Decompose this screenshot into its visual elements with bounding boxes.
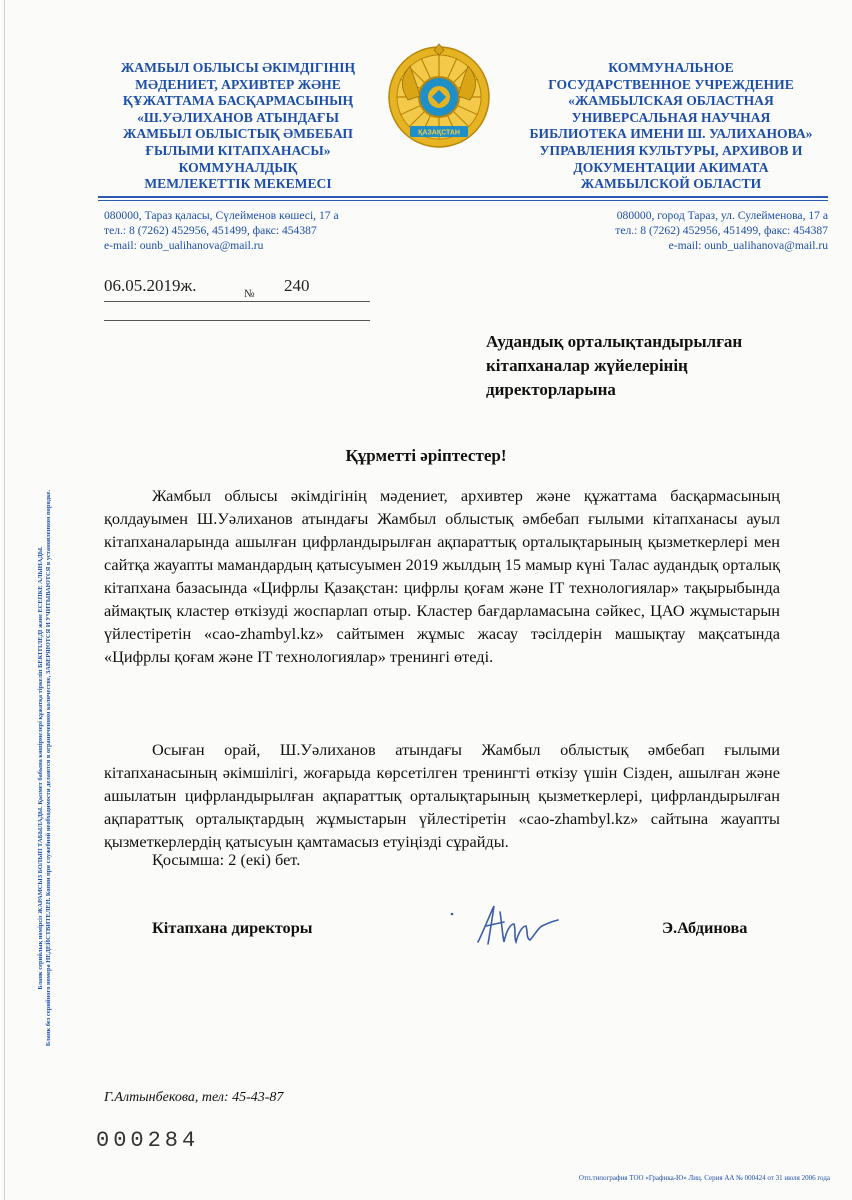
recipient-line: директорларына (486, 380, 616, 399)
header-russian (506, 60, 836, 193)
number-sign: № (244, 288, 255, 300)
body-paragraph-2: Осыған орай, Ш.Уәлиханов атындағы Жамбыл облыстық әмбебап ғылыми кітапханасының әкімшілігі, жоғарыда көрсетілген тренингті өткізу үшін Сізден, ашылған және ашылатын цифрландырылған ақпараттық орталықтарының қызметкерлері, цифрландырылған ақпараттық орталықтардың жұмыстарын үйлестіретін «cao-zhambyl.kz» сайтына жауапты қызметкерлердің қатысуын қамтамасыз етуіңізді сұрайды. (104, 740, 780, 851)
margin-note-line: Бланк серийлық нөмірсіз ЖАРАМСЫЗ БОЛЫП ТАБЫЛАДЫ. Қызмет бабына көшірмелері құжатқа тіркеліп БЕКІТІЛЕДІ және ЕСЕПКЕ АЛЫНАДЫ. (37, 546, 44, 990)
header-ru-line: ГОСУДАРСТВЕННОЕ УЧРЕЖДЕНИЕ (548, 76, 794, 92)
header-kz-line: МЕМЛЕКЕТТІК МЕКЕМЕСІ (144, 176, 332, 192)
header-kz-line: ҒЫЛЫМИ КІТАПХАНАСЫ» (145, 142, 331, 158)
email-ru: e-mail: ounb_ualihanova@mail.ru (668, 239, 828, 252)
header-ru-line: УПРАВЛЕНИЯ КУЛЬТУРЫ, АРХИВОВ И (539, 142, 803, 158)
margin-note-line: Бланк без серийного номера НЕДЕЙСТВИТЕЛЕН. Копии при служебной необходимости делаются в ограниченном количестве, ЗАВЕРЯЮТСЯ И УЧИТЫВАЮТСЯ в установленном порядке. (45, 489, 52, 1047)
header-kz-line: КОММУНАЛДЫҚ (178, 159, 298, 175)
contact-block-kazakh (104, 208, 339, 253)
kazakhstan-state-emblem-icon (386, 42, 492, 152)
phone-kz: тел.: 8 (7262) 452956, 451499, факс: 454387 (104, 224, 317, 237)
recipient-line: кітапханалар жүйелерінің (486, 356, 688, 375)
salutation: Құрметті әріптестер! (345, 446, 507, 465)
margin-note-vertical (37, 368, 53, 1168)
header-ru-line: «ЖАМБЫЛСКАЯ ОБЛАСТНАЯ (568, 93, 774, 109)
email-kz: e-mail: ounb_ualihanova@mail.ru (104, 239, 264, 252)
reference-underline (104, 320, 370, 321)
header-ru-line: ДОКУМЕНТАЦИИ АКИМАТА (573, 159, 769, 175)
body-paragraph-1: Жамбыл облысы әкімдігінің мәдениет, архивтер және құжаттама басқармасының қолдауымен Ш.Уәлиханов атындағы Жамбыл облыстық әмбебап ғылыми кітапханасы ауыл кітапханаларында ашылған цифрландырылған ақпараттық орталықтарының қызметкерлері мен сайтқа жауапты мамандардың қатысуымен 2019 жылдың 15 мамыр күні Талас аудандық орталық кітапхана базасында «Цифрлы Қазақстан: цифрлы қоғам және IT технологиялар» тақырыбында аймақтық кластер өткізуді жоспарлап отыр. Кластер бағдарламасына сәйкес, ЦАО жұмыстарын үйлестіретін «cao-zhambyl.kz» сайтымен жұмыс жасау тәсілдерін машықтау мақсатында «Цифрлы қоғам және IT технологиялар» тренингі өтеді. (104, 486, 780, 666)
header-ru-line: ЖАМБЫЛСКОЙ ОБЛАСТИ (580, 176, 762, 192)
executor-contact: Г.Алтынбекова, тел: 45-43-87 (104, 1090, 284, 1105)
signer-title: Кітапхана директоры (152, 918, 313, 937)
registration-number: 240 (284, 276, 310, 295)
recipient-block (486, 330, 742, 402)
header-kazakh (98, 60, 378, 193)
header-rule (98, 196, 828, 198)
header-kz-line: ҚҰЖАТТАМА БАСҚАРМАСЫНЫҢ (122, 93, 354, 109)
attachment-note: Қосымша: 2 (екі) бет. (152, 850, 301, 869)
header-ru-line: КОММУНАЛЬНОЕ (608, 60, 734, 75)
registration-underline (104, 301, 370, 302)
page-edge-left (4, 0, 5, 1200)
header-kz-line: МӘДЕНИЕТ, АРХИВТЕР ЖӘНЕ (135, 76, 341, 92)
header-kz-line: «Ш.УӘЛИХАНОВ АТЫНДАҒЫ (137, 109, 339, 125)
header-kz-line: ЖАМБЫЛ ОБЛЫСЫ ӘКІМДІГІНІҢ (120, 60, 356, 75)
header-rule-thin (98, 200, 828, 201)
address-ru: 080000, город Тараз, ул. Сулейменова, 17 а (616, 209, 828, 222)
handwritten-signature-icon (446, 900, 576, 950)
serial-number: 000284 (96, 1128, 200, 1153)
address-kz: 080000, Тараз қаласы, Сүлейменов көшесі, 17 а (104, 209, 339, 222)
header-ru-line: УНИВЕРСАЛЬНАЯ НАУЧНАЯ (571, 109, 771, 125)
registration-date: 06.05.2019ж. (104, 276, 197, 295)
header-kz-line: ЖАМБЫЛ ОБЛЫСТЫҚ ӘМБЕБАП (123, 126, 353, 142)
contact-block-russian (615, 208, 828, 253)
recipient-line: Аудандық орталықтандырылған (486, 332, 743, 351)
header-ru-line: БИБЛИОТЕКА ИМЕНИ Ш. УАЛИХАНОВА» (529, 126, 813, 142)
phone-ru: тел.: 8 (7262) 452956, 451499, факс: 454387 (615, 224, 828, 237)
signer-name: Э.Абдинова (662, 918, 748, 937)
printer-imprint: Отп.типография ТОО «Графика-Ю» Лиц. Серия АА № 000424 от 31 июля 2006 года (578, 1174, 830, 1182)
emblem-text: ҚАЗАҚСТАН (418, 129, 460, 137)
